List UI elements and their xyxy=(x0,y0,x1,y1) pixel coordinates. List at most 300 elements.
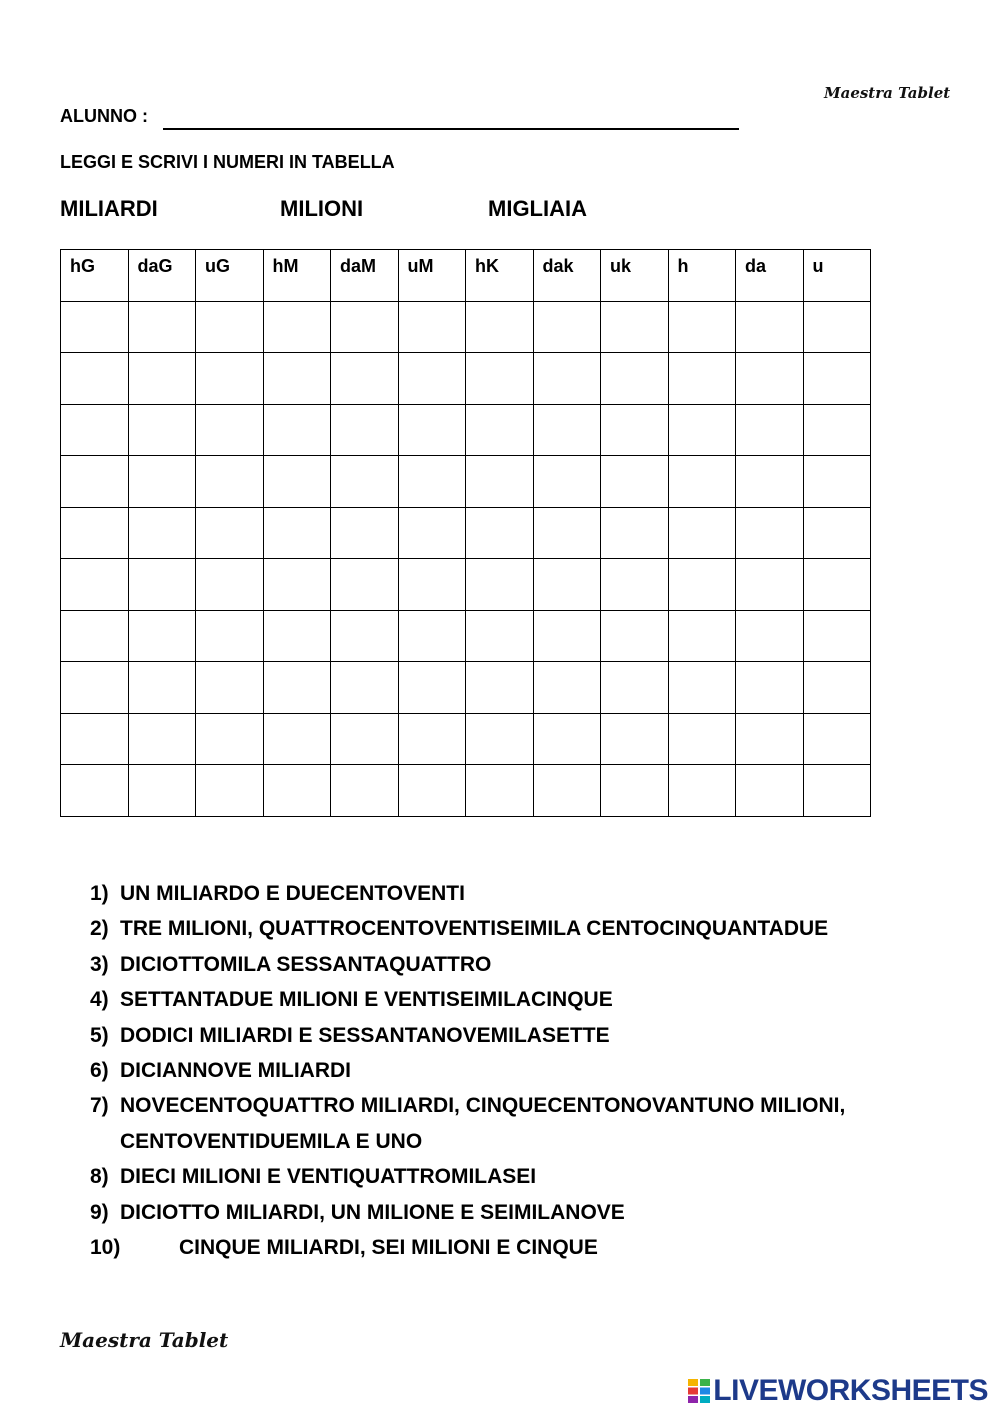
exercise-item xyxy=(90,1195,970,1230)
digit-input[interactable] xyxy=(264,508,331,559)
table-cell xyxy=(803,610,871,662)
table-cell xyxy=(128,507,196,559)
column-header: uG xyxy=(196,250,264,302)
digit-input[interactable] xyxy=(196,714,263,765)
table-cell xyxy=(398,713,466,765)
digit-input[interactable] xyxy=(466,508,533,559)
exercise-text: CINQUE MILIARDI, SEI MILIONI E CINQUE xyxy=(179,1236,598,1260)
digit-input[interactable] xyxy=(399,611,466,662)
table-cell xyxy=(601,507,669,559)
table-cell xyxy=(196,610,264,662)
digit-input[interactable] xyxy=(399,405,466,456)
digit-input[interactable] xyxy=(196,405,263,456)
place-value-table-body xyxy=(61,250,871,817)
table-cell xyxy=(61,662,129,714)
signature-bottom: Maestra Tablet xyxy=(60,1328,229,1352)
table-cell xyxy=(466,713,534,765)
exercise-number: 7) xyxy=(90,1094,109,1118)
digit-input[interactable] xyxy=(804,353,871,404)
table-cell xyxy=(398,404,466,456)
table-cell xyxy=(61,713,129,765)
table-cell xyxy=(533,353,601,405)
table-cell xyxy=(398,353,466,405)
table-cell xyxy=(61,610,129,662)
digit-input[interactable] xyxy=(61,405,128,456)
table-cell xyxy=(803,765,871,817)
digit-input[interactable] xyxy=(466,559,533,610)
digit-input[interactable] xyxy=(601,456,668,507)
digit-input[interactable] xyxy=(669,405,736,456)
table-cell xyxy=(196,456,264,508)
digit-input[interactable] xyxy=(264,302,331,353)
digit-input[interactable] xyxy=(196,456,263,507)
table-cell xyxy=(668,456,736,508)
digit-input[interactable] xyxy=(669,559,736,610)
digit-input[interactable] xyxy=(601,353,668,404)
table-cell xyxy=(128,765,196,817)
table-cell xyxy=(668,662,736,714)
table-cell xyxy=(668,353,736,405)
exercise-number: 6) xyxy=(90,1059,109,1083)
table-row xyxy=(61,456,871,508)
column-header: hK xyxy=(466,250,534,302)
table-cell xyxy=(736,610,804,662)
digit-input[interactable] xyxy=(736,405,803,456)
table-cell xyxy=(398,456,466,508)
digit-input[interactable] xyxy=(331,559,398,610)
student-name-line[interactable] xyxy=(163,128,739,130)
digit-input[interactable] xyxy=(804,405,871,456)
digit-input[interactable] xyxy=(196,611,263,662)
table-cell xyxy=(331,713,399,765)
table-cell xyxy=(61,301,129,353)
table-cell xyxy=(331,610,399,662)
digit-input[interactable] xyxy=(264,662,331,713)
digit-input[interactable] xyxy=(804,765,871,816)
table-cell xyxy=(263,662,331,714)
digit-input[interactable] xyxy=(534,508,601,559)
table-cell xyxy=(803,559,871,611)
table-cell xyxy=(601,456,669,508)
digit-input[interactable] xyxy=(399,302,466,353)
table-cell xyxy=(601,301,669,353)
digit-input[interactable] xyxy=(466,302,533,353)
table-cell xyxy=(668,507,736,559)
digit-input[interactable] xyxy=(466,611,533,662)
digit-input[interactable] xyxy=(534,405,601,456)
table-row xyxy=(61,559,871,611)
place-value-table xyxy=(60,249,871,817)
exercise-text: DIECI MILIONI E VENTIQUATTROMILASEI xyxy=(120,1165,537,1189)
table-cell xyxy=(736,456,804,508)
table-cell xyxy=(128,559,196,611)
table-cell xyxy=(196,353,264,405)
table-row xyxy=(61,765,871,817)
digit-input[interactable] xyxy=(264,611,331,662)
exercise-text: TRE MILIONI, QUATTROCENTOVENTISEIMILA CENTOCINQUANTADUE xyxy=(120,917,829,941)
digit-input[interactable] xyxy=(534,765,601,816)
table-cell xyxy=(196,404,264,456)
exercise-text: DICIANNOVE MILIARDI xyxy=(120,1059,351,1083)
digit-input[interactable] xyxy=(61,302,128,353)
digit-input[interactable] xyxy=(466,714,533,765)
digit-input[interactable] xyxy=(196,508,263,559)
digit-input[interactable] xyxy=(466,353,533,404)
digit-input[interactable] xyxy=(196,302,263,353)
instruction-text: LEGGI E SCRIVI I NUMERI IN TABELLA xyxy=(60,152,395,172)
table-cell xyxy=(263,404,331,456)
table-cell xyxy=(668,559,736,611)
table-cell xyxy=(263,765,331,817)
table-cell xyxy=(398,765,466,817)
digit-input[interactable] xyxy=(196,662,263,713)
exercise-number: 3) xyxy=(90,952,109,976)
digit-input[interactable] xyxy=(669,508,736,559)
table-cell xyxy=(61,353,129,405)
exercise-item xyxy=(90,911,970,946)
table-cell xyxy=(803,404,871,456)
digit-input[interactable] xyxy=(736,559,803,610)
table-cell xyxy=(128,404,196,456)
table-cell xyxy=(466,507,534,559)
table-cell xyxy=(601,559,669,611)
table-cell xyxy=(736,353,804,405)
digit-input[interactable] xyxy=(736,662,803,713)
column-header: h xyxy=(668,250,736,302)
exercise-text: NOVECENTOQUATTRO MILIARDI, CINQUECENTONOVANTUNO MILIONI, CENTOVENTIDUEMILA E UNO xyxy=(120,1094,846,1153)
digit-input[interactable] xyxy=(669,456,736,507)
digit-input[interactable] xyxy=(534,611,601,662)
table-cell xyxy=(668,404,736,456)
digit-input[interactable] xyxy=(466,456,533,507)
table-cell xyxy=(533,559,601,611)
table-cell xyxy=(466,456,534,508)
digit-input[interactable] xyxy=(196,559,263,610)
digit-input[interactable] xyxy=(399,508,466,559)
digit-input[interactable] xyxy=(804,662,871,713)
digit-input[interactable] xyxy=(669,353,736,404)
table-cell xyxy=(533,765,601,817)
exercise-number: 10) xyxy=(90,1236,121,1260)
table-cell xyxy=(263,507,331,559)
exercise-text: DICIOTTO MILIARDI, UN MILIONE E SEIMILANOVE xyxy=(120,1200,625,1224)
table-cell xyxy=(263,456,331,508)
table-header-row xyxy=(61,250,871,302)
exercise-list xyxy=(90,876,970,1265)
digit-input[interactable] xyxy=(399,714,466,765)
table-cell xyxy=(61,507,129,559)
digit-input[interactable] xyxy=(534,302,601,353)
digit-input[interactable] xyxy=(196,353,263,404)
exercise-number: 5) xyxy=(90,1023,109,1047)
digit-input[interactable] xyxy=(61,714,128,765)
student-name-label: ALUNNO : xyxy=(60,106,148,126)
table-cell xyxy=(466,353,534,405)
digit-input[interactable] xyxy=(264,559,331,610)
table-cell xyxy=(331,559,399,611)
digit-input[interactable] xyxy=(129,302,196,353)
column-header: hG xyxy=(61,250,129,302)
digit-input[interactable] xyxy=(601,508,668,559)
table-cell xyxy=(61,559,129,611)
group-label-milioni: MILIONI xyxy=(280,196,364,221)
table-cell xyxy=(331,456,399,508)
column-header: daG xyxy=(128,250,196,302)
table-cell xyxy=(128,610,196,662)
digit-input[interactable] xyxy=(264,765,331,816)
digit-input[interactable] xyxy=(736,508,803,559)
digit-input[interactable] xyxy=(601,611,668,662)
table-row xyxy=(61,662,871,714)
digit-input[interactable] xyxy=(129,662,196,713)
digit-input[interactable] xyxy=(331,662,398,713)
liveworksheets-logo-icon xyxy=(688,1379,710,1403)
exercise-text: DICIOTTOMILA SESSANTAQUATTRO xyxy=(120,952,492,976)
digit-input[interactable] xyxy=(736,456,803,507)
table-cell xyxy=(398,610,466,662)
table-cell xyxy=(668,301,736,353)
table-cell xyxy=(736,713,804,765)
digit-input[interactable] xyxy=(129,456,196,507)
group-label-miliardi: MILIARDI xyxy=(60,196,158,221)
table-cell xyxy=(128,301,196,353)
digit-input[interactable] xyxy=(804,559,871,610)
digit-input[interactable] xyxy=(669,611,736,662)
table-cell xyxy=(331,662,399,714)
table-cell xyxy=(803,662,871,714)
digit-input[interactable] xyxy=(601,559,668,610)
digit-input[interactable] xyxy=(601,302,668,353)
table-cell xyxy=(196,301,264,353)
table-cell xyxy=(466,662,534,714)
digit-input[interactable] xyxy=(804,508,871,559)
table-cell xyxy=(263,713,331,765)
table-cell xyxy=(331,353,399,405)
digit-input[interactable] xyxy=(601,405,668,456)
table-cell xyxy=(533,456,601,508)
table-cell xyxy=(803,456,871,508)
exercise-item xyxy=(90,1088,970,1159)
table-cell xyxy=(466,610,534,662)
digit-input[interactable] xyxy=(264,456,331,507)
exercise-text: DODICI MILIARDI E SESSANTANOVEMILASETTE xyxy=(120,1023,610,1047)
liveworksheets-brand: LIVEWORKSHEETS xyxy=(713,1374,988,1407)
table-cell xyxy=(466,404,534,456)
table-row xyxy=(61,404,871,456)
exercise-text: UN MILIARDO E DUECENTOVENTI xyxy=(120,882,465,905)
column-header: daM xyxy=(331,250,399,302)
exercise-item xyxy=(90,876,970,911)
table-cell xyxy=(668,610,736,662)
table-cell xyxy=(61,456,129,508)
table-row xyxy=(61,301,871,353)
digit-input[interactable] xyxy=(196,765,263,816)
digit-input[interactable] xyxy=(804,456,871,507)
exercise-item xyxy=(90,1018,970,1053)
digit-input[interactable] xyxy=(399,662,466,713)
table-cell xyxy=(601,765,669,817)
digit-input[interactable] xyxy=(61,662,128,713)
digit-input[interactable] xyxy=(129,559,196,610)
digit-input[interactable] xyxy=(331,456,398,507)
table-cell xyxy=(533,610,601,662)
table-cell xyxy=(196,662,264,714)
digit-input[interactable] xyxy=(129,353,196,404)
digit-input[interactable] xyxy=(804,302,871,353)
exercise-item xyxy=(90,1053,970,1088)
table-cell xyxy=(601,404,669,456)
table-cell xyxy=(803,507,871,559)
table-cell xyxy=(803,713,871,765)
table-cell xyxy=(331,507,399,559)
digit-input[interactable] xyxy=(534,662,601,713)
table-cell xyxy=(128,353,196,405)
exercise-number: 8) xyxy=(90,1165,109,1189)
digit-input[interactable] xyxy=(331,714,398,765)
digit-input[interactable] xyxy=(399,559,466,610)
digit-input[interactable] xyxy=(804,611,871,662)
digit-input[interactable] xyxy=(61,456,128,507)
digit-input[interactable] xyxy=(129,405,196,456)
table-cell xyxy=(466,301,534,353)
digit-input[interactable] xyxy=(466,765,533,816)
table-cell xyxy=(736,765,804,817)
table-cell xyxy=(331,765,399,817)
table-cell xyxy=(803,353,871,405)
digit-input[interactable] xyxy=(331,611,398,662)
table-row xyxy=(61,353,871,405)
table-cell xyxy=(803,301,871,353)
table-row xyxy=(61,713,871,765)
table-cell xyxy=(533,301,601,353)
table-cell xyxy=(196,507,264,559)
digit-input[interactable] xyxy=(399,353,466,404)
digit-input[interactable] xyxy=(61,611,128,662)
signature-top: Maestra Tablet xyxy=(824,84,951,102)
digit-input[interactable] xyxy=(129,765,196,816)
exercise-item xyxy=(90,1230,970,1265)
exercise-item xyxy=(90,982,970,1017)
table-cell xyxy=(736,301,804,353)
table-cell xyxy=(61,404,129,456)
table-row xyxy=(61,507,871,559)
digit-input[interactable] xyxy=(534,559,601,610)
digit-input[interactable] xyxy=(331,302,398,353)
table-cell xyxy=(398,301,466,353)
column-header: uM xyxy=(398,250,466,302)
table-cell xyxy=(736,559,804,611)
digit-input[interactable] xyxy=(331,765,398,816)
digit-input[interactable] xyxy=(129,611,196,662)
digit-input[interactable] xyxy=(129,714,196,765)
exercise-item xyxy=(90,947,970,982)
exercise-number: 1) xyxy=(90,882,109,905)
digit-input[interactable] xyxy=(129,508,196,559)
table-cell xyxy=(533,662,601,714)
table-cell xyxy=(668,713,736,765)
digit-input[interactable] xyxy=(466,662,533,713)
table-cell xyxy=(196,713,264,765)
digit-input[interactable] xyxy=(736,611,803,662)
liveworksheets-logo xyxy=(688,1374,988,1408)
digit-input[interactable] xyxy=(331,508,398,559)
digit-input[interactable] xyxy=(61,353,128,404)
digit-input[interactable] xyxy=(804,714,871,765)
digit-input[interactable] xyxy=(61,559,128,610)
digit-input[interactable] xyxy=(534,353,601,404)
column-header: u xyxy=(803,250,871,302)
table-cell xyxy=(128,662,196,714)
digit-input[interactable] xyxy=(264,405,331,456)
digit-input[interactable] xyxy=(601,662,668,713)
digit-input[interactable] xyxy=(61,508,128,559)
table-cell xyxy=(601,353,669,405)
digit-input[interactable] xyxy=(669,662,736,713)
digit-input[interactable] xyxy=(669,302,736,353)
digit-input[interactable] xyxy=(534,456,601,507)
table-cell xyxy=(61,765,129,817)
digit-input[interactable] xyxy=(61,765,128,816)
exercise-number: 9) xyxy=(90,1200,109,1224)
table-cell xyxy=(331,404,399,456)
digit-input[interactable] xyxy=(736,353,803,404)
digit-input[interactable] xyxy=(331,405,398,456)
digit-input[interactable] xyxy=(669,714,736,765)
digit-input[interactable] xyxy=(264,353,331,404)
table-cell xyxy=(533,404,601,456)
table-row xyxy=(61,610,871,662)
table-cell xyxy=(736,662,804,714)
table-cell xyxy=(196,765,264,817)
table-cell xyxy=(398,507,466,559)
table-cell xyxy=(398,662,466,714)
digit-input[interactable] xyxy=(736,765,803,816)
digit-input[interactable] xyxy=(736,714,803,765)
exercise-item xyxy=(90,1159,970,1194)
column-header: uk xyxy=(601,250,669,302)
table-cell xyxy=(668,765,736,817)
table-cell xyxy=(601,713,669,765)
table-cell xyxy=(263,301,331,353)
exercise-number: 2) xyxy=(90,917,109,941)
table-cell xyxy=(736,507,804,559)
table-cell xyxy=(601,610,669,662)
table-cell xyxy=(331,301,399,353)
column-header: da xyxy=(736,250,804,302)
table-cell xyxy=(263,610,331,662)
table-cell xyxy=(533,507,601,559)
digit-input[interactable] xyxy=(736,302,803,353)
table-cell xyxy=(533,713,601,765)
table-cell xyxy=(398,559,466,611)
table-cell xyxy=(128,456,196,508)
digit-input[interactable] xyxy=(331,353,398,404)
digit-input[interactable] xyxy=(669,765,736,816)
digit-input[interactable] xyxy=(601,714,668,765)
column-header: dak xyxy=(533,250,601,302)
digit-input[interactable] xyxy=(534,714,601,765)
table-cell xyxy=(128,713,196,765)
digit-input[interactable] xyxy=(601,765,668,816)
digit-input[interactable] xyxy=(466,405,533,456)
digit-input[interactable] xyxy=(399,456,466,507)
table-cell xyxy=(466,559,534,611)
table-cell xyxy=(263,559,331,611)
digit-input[interactable] xyxy=(399,765,466,816)
table-cell xyxy=(196,559,264,611)
digit-input[interactable] xyxy=(264,714,331,765)
group-label-migliaia: MIGLIAIA xyxy=(488,196,587,221)
